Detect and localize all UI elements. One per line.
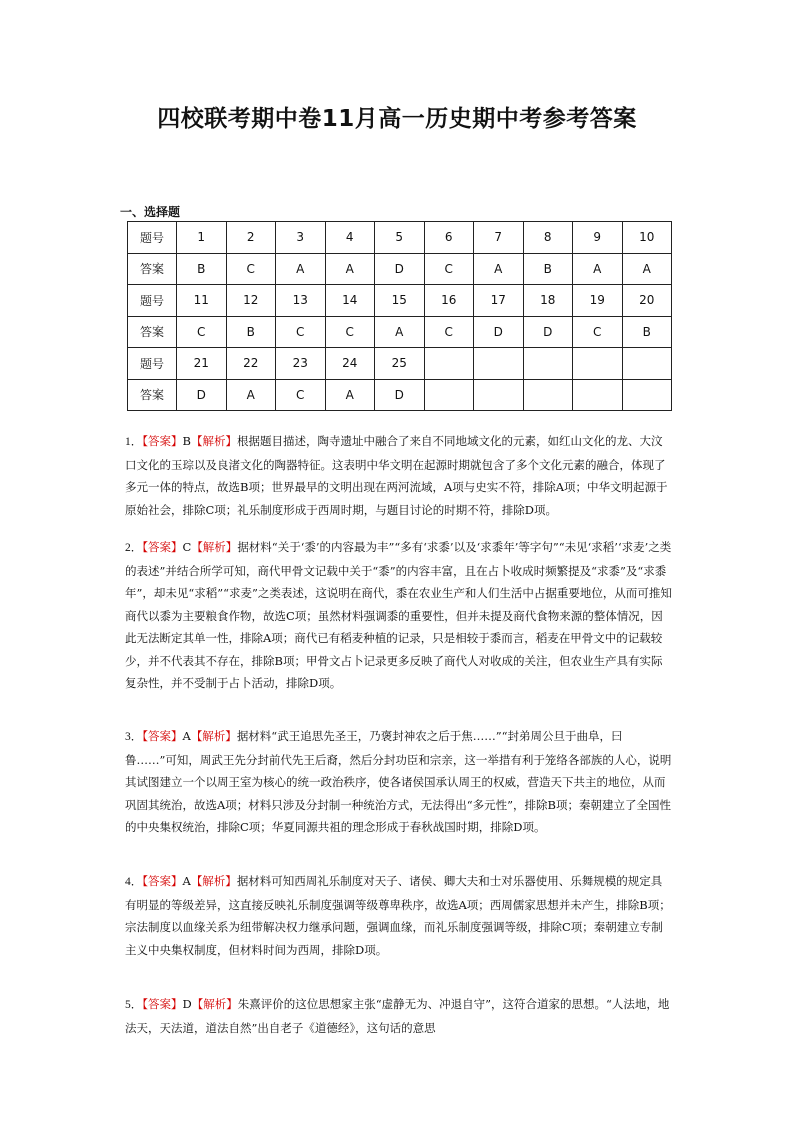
answer-table-cell <box>424 348 474 380</box>
analysis-tag: 【解析】 <box>190 874 237 888</box>
answer-table-cell: C <box>226 253 276 285</box>
answer-table-cell: 19 <box>573 285 623 317</box>
answer-table-cell <box>622 379 672 411</box>
answer-table-cell: 4 <box>325 222 375 254</box>
answer-table-cell: 7 <box>474 222 524 254</box>
answer-tag: 【答案】 <box>142 434 183 448</box>
answer-table-cell: B <box>523 253 573 285</box>
answer-table-cell: D <box>474 316 524 348</box>
answer-table-cell: C <box>325 316 375 348</box>
item-answer: D <box>182 997 192 1011</box>
answer-table-cell: B <box>226 316 276 348</box>
row-label-cell: 题号 <box>128 348 177 380</box>
answer-table-cell: 6 <box>424 222 474 254</box>
page-title: 四校联考期中卷11月高一历史期中考参考答案 <box>157 106 637 132</box>
answer-item-1 <box>125 430 673 521</box>
answer-table-cell: C <box>424 253 474 285</box>
answer-table-cell: D <box>523 316 573 348</box>
item-analysis-text: 据材料“关于‘黍’的内容最为丰”“多有‘求黍’以及‘求黍年’等字句”“未见‘求稻’‘求麦’之类的表述”并结合所学可知，商代甲骨文记载中关于“黍”的内容丰富，且在占卜收成时频繁提及“求黍”及“求黍年”，却未见“求稻”“求麦”之类表述，这说明在商代，黍在农业生产和人们生活中占据重要地位，从而可推知商代以黍为主要粮食作物，故选C项；虽然材料强调黍的重要性，但并未提及商代食物来源的整体情况，因此无法断定其单一性，排除A项；商代已有稻麦种植的记录，只是相较于黍而言，稻麦在甲骨文中的记载较少，并不代表其不存在，排除B项；甲骨文占卜记录更多反映了商代人对收成的关注，但农业生产具有实际复杂性，并不受制于占卜活动，排除D项。 <box>125 540 672 690</box>
answer-table-cell: 25 <box>375 348 425 380</box>
answer-table-cell <box>573 379 623 411</box>
item-number: 4． <box>125 876 143 888</box>
answer-table-cell: A <box>276 253 326 285</box>
answer-table-cell: A <box>375 316 425 348</box>
answer-table-cell: A <box>573 253 623 285</box>
answer-table-cell <box>474 379 524 411</box>
answer-table-cell: D <box>375 253 425 285</box>
answer-table-cell: 15 <box>375 285 425 317</box>
answer-table-cell <box>573 348 623 380</box>
answer-item-3 <box>125 725 673 839</box>
answer-table-row <box>128 253 672 285</box>
item-number: 1． <box>125 436 143 448</box>
item-answer: B <box>182 434 191 448</box>
answer-tag: 【答案】 <box>142 874 183 888</box>
answer-table-cell: 8 <box>523 222 573 254</box>
answer-table-cell: C <box>177 316 227 348</box>
answer-table-cell: 1 <box>177 222 227 254</box>
answer-table-cell: 2 <box>226 222 276 254</box>
item-analysis-text: 据材料“武王追思先圣王，乃褒封神农之后于焦……”“封弟周公旦于曲阜，曰鲁……”可知，周武王先分封前代先王后裔，然后分封功臣和宗亲，这一举措有利于笼络各部族的人心，说明其试图建立一个以周王室为核心的统一政治秩序，使各诸侯国承认周王的权威，营造天下共主的地位，从而巩固其统治，故选A项；材料只涉及分封制一种统治方式，无法得出“多元性”，排除B项；秦朝建立了全国性的中央集权统治，排除C项；华夏同源共祖的理念形成于春秋战国时期，排除D项。 <box>125 729 672 834</box>
answer-table-cell: B <box>622 316 672 348</box>
answer-table-cell: A <box>325 379 375 411</box>
answer-table-cell <box>523 348 573 380</box>
answer-table-cell: 16 <box>424 285 474 317</box>
answer-table-cell: A <box>622 253 672 285</box>
item-analysis-text: 据材料可知西周礼乐制度对天子、诸侯、卿大夫和士对乐器使用、乐舞规模的规定具有明显的等级差异，这直接反映礼乐制度强调等级尊卑秩序，故选A项；西周儒家思想并未产生，排除B项；宗法制度以血缘关系为纽带解决权力继承问题，强调血缘，而礼乐制度强调等级，排除C项；秦朝建立专制主义中央集权制度，但材料时间为西周，排除D项。 <box>125 874 671 957</box>
row-label-cell: 答案 <box>128 253 177 285</box>
answer-table-cell <box>622 348 672 380</box>
item-answer: C <box>182 540 192 554</box>
answer-table-cell: 5 <box>375 222 425 254</box>
answer-table-cell: 11 <box>177 285 227 317</box>
answer-table-cell: 9 <box>573 222 623 254</box>
row-label-cell: 答案 <box>128 379 177 411</box>
analysis-tag: 【解析】 <box>191 540 238 554</box>
answer-table-cell: 22 <box>226 348 276 380</box>
answer-table-cell: A <box>325 253 375 285</box>
answer-table-cell: 12 <box>226 285 276 317</box>
answer-table-cell <box>424 379 474 411</box>
answer-item-2 <box>125 536 673 695</box>
answer-table-cell: D <box>375 379 425 411</box>
answer-table-cell: 3 <box>276 222 326 254</box>
answer-table-cell: 21 <box>177 348 227 380</box>
item-number: 3． <box>125 731 143 743</box>
row-label-cell: 题号 <box>128 285 177 317</box>
answer-table-cell: B <box>177 253 227 285</box>
row-label-cell: 题号 <box>128 222 177 254</box>
answer-table-cell: 10 <box>622 222 672 254</box>
answer-table-row <box>128 316 672 348</box>
answer-table-cell: 14 <box>325 285 375 317</box>
answer-table-cell <box>523 379 573 411</box>
answer-tag: 【答案】 <box>142 540 183 554</box>
answer-table-row <box>128 348 672 380</box>
item-number: 5． <box>125 999 143 1011</box>
answer-tag: 【答案】 <box>142 729 183 743</box>
item-analysis-text: 朱熹评价的这位思想家主张“虚静无为、冲退自守”，这符合道家的思想。“人法地，地法天，天法道，道法自然”出自老子《道德经》，这句话的意思 <box>125 997 670 1035</box>
answer-item-4 <box>125 870 673 961</box>
answer-table-cell: A <box>474 253 524 285</box>
answer-table-cell: C <box>573 316 623 348</box>
answer-table-cell: 17 <box>474 285 524 317</box>
analysis-tag: 【解析】 <box>191 997 238 1011</box>
item-number: 2． <box>125 542 143 554</box>
answer-table-row <box>128 285 672 317</box>
item-answer: A <box>182 874 191 888</box>
analysis-tag: 【解析】 <box>190 434 237 448</box>
analysis-tag: 【解析】 <box>190 729 237 743</box>
answer-table-cell <box>474 348 524 380</box>
answer-table-cell: C <box>276 379 326 411</box>
answer-table-cell: 20 <box>622 285 672 317</box>
answer-table-cell: C <box>276 316 326 348</box>
answer-table-cell: A <box>226 379 276 411</box>
item-answer: A <box>182 729 191 743</box>
answer-table-cell: 13 <box>276 285 326 317</box>
item-analysis-text: 根据题目描述，陶寺遗址中融合了来自不同地域文化的元素，如红山文化的龙、大汶口文化的玉琮以及良渚文化的陶器特征。这表明中华文明在起源时期就包含了多个文化元素的融合，体现了多元一体的特点，故选B项；世界最早的文明出现在两河流域，A项与史实不符，排除A项；中华文明起源于原始社会，排除C项；礼乐制度形成于西周时期，与题目讨论的时期不符，排除D项。 <box>125 434 668 517</box>
answer-table <box>127 221 672 411</box>
answer-table-row <box>128 379 672 411</box>
answer-table-row <box>128 222 672 254</box>
answer-table-cell: D <box>177 379 227 411</box>
section-heading: 一、选择题 <box>120 205 181 219</box>
row-label-cell: 答案 <box>128 316 177 348</box>
answer-table-cell: 24 <box>325 348 375 380</box>
answer-item-5 <box>125 993 673 1039</box>
answer-table-cell: C <box>424 316 474 348</box>
answer-tag: 【答案】 <box>142 997 183 1011</box>
answer-table-cell: 23 <box>276 348 326 380</box>
answer-table-cell: 18 <box>523 285 573 317</box>
